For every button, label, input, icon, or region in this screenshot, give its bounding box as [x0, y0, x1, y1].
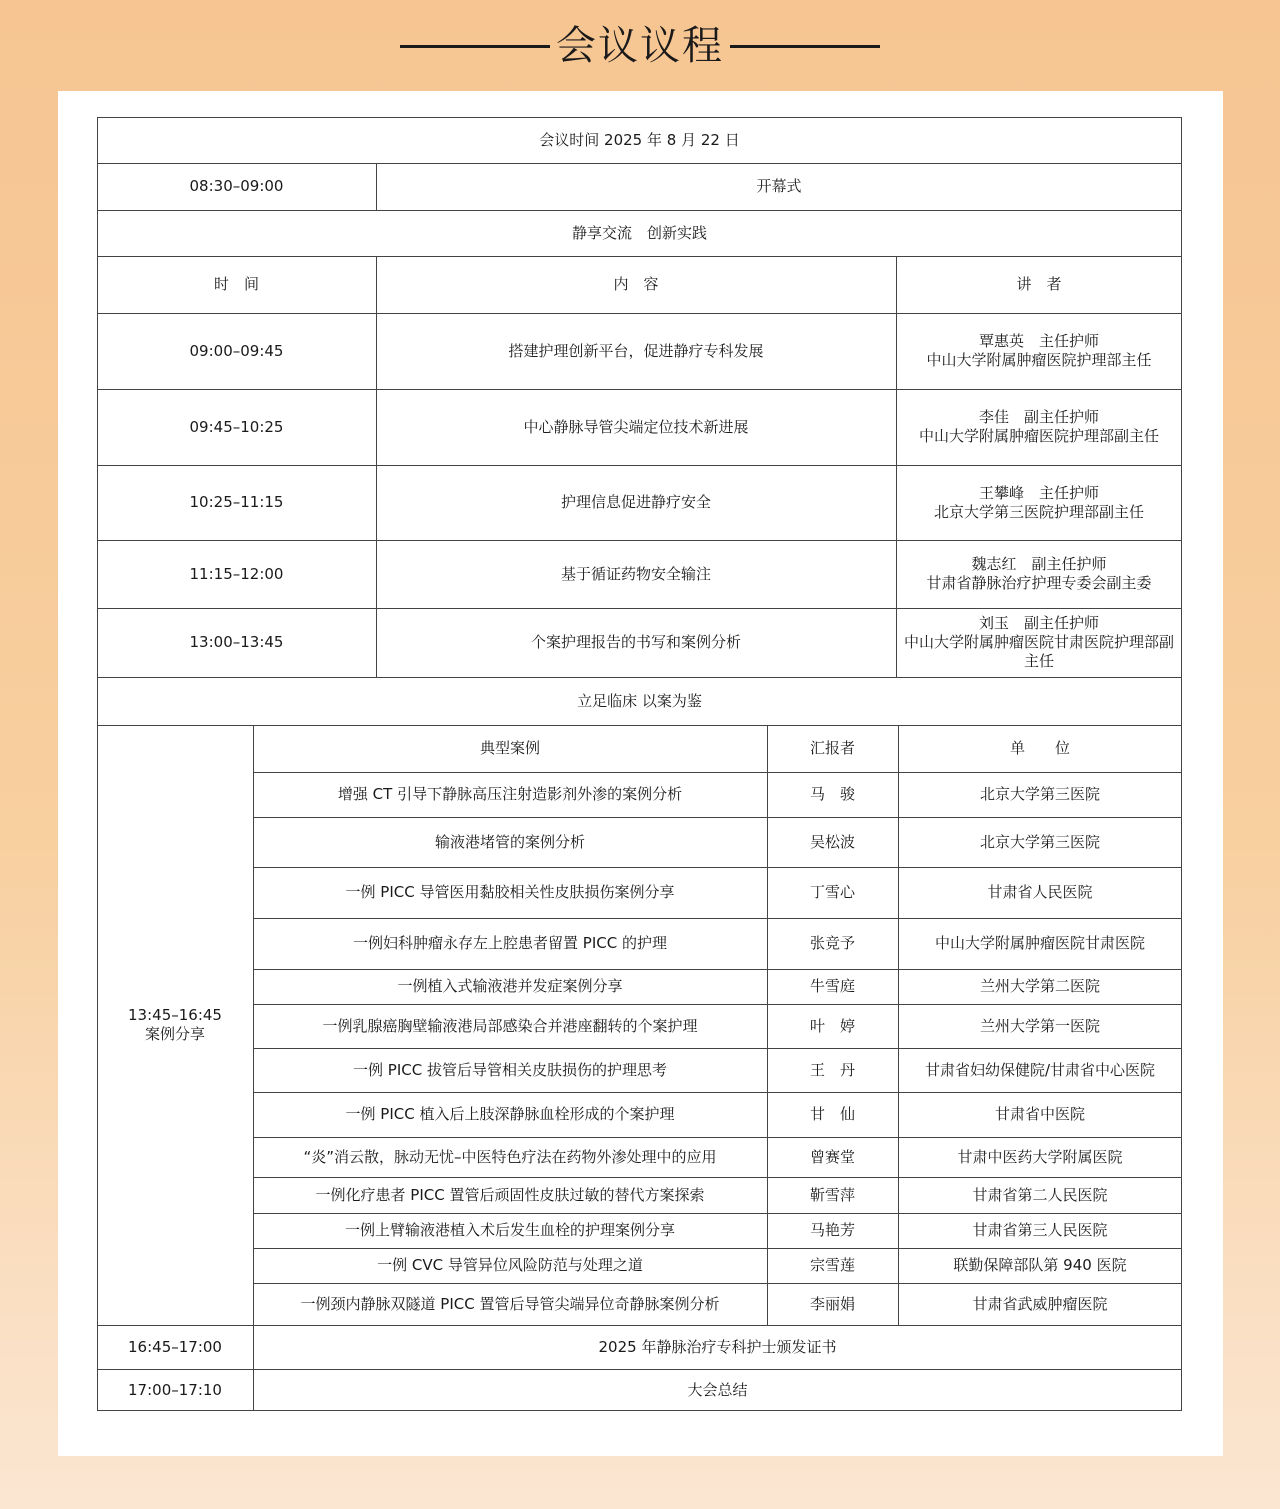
- case-unit: [898, 772, 1182, 817]
- session-speaker: [896, 465, 1182, 540]
- case-title: [253, 1048, 767, 1092]
- header-case-text: 典型案例: [479, 739, 540, 757]
- case-session-time: [97, 725, 253, 1325]
- session-time: [97, 608, 376, 677]
- case-reporter: [767, 1048, 898, 1092]
- case-unit: [898, 1004, 1182, 1048]
- title-line-right: [730, 45, 880, 48]
- case-reporter: [767, 918, 898, 969]
- case-unit-text: 兰州大学第二医院: [979, 977, 1100, 995]
- session-speaker-text: 中山大学附属肿瘤医院护理部副主任: [918, 427, 1159, 445]
- case-title: [253, 918, 767, 969]
- session-speaker: [896, 389, 1182, 465]
- case-reporter-text: 曾赛堂: [809, 1147, 855, 1166]
- case-unit: [898, 1283, 1182, 1325]
- case-title-text: 一例化疗患者 PICC 置管后顽固性皮肤过敏的替代方案探索: [315, 1185, 705, 1204]
- opening-label: [376, 163, 1182, 210]
- case-reporter-text: 叶 婷: [809, 1016, 855, 1035]
- header-unit: [898, 725, 1182, 772]
- header-content: [376, 256, 896, 313]
- session-speaker-text: 魏志红 副主任护师: [971, 555, 1107, 573]
- session-topic-text: 中心静脉导管尖端定位技术新进展: [523, 417, 749, 436]
- case-title-text: 一例乳腺癌胸壁输液港局部感染合并港座翻转的个案护理: [322, 1016, 698, 1035]
- session-time-text: 09:00–09:45: [189, 341, 284, 360]
- section1-title-text: 静享交流 创新实践: [571, 223, 707, 242]
- session-time: [97, 540, 376, 608]
- opening-time: [97, 163, 376, 210]
- session-topic-text: 基于循证药物安全输注: [560, 564, 711, 583]
- case-title-text: 一例植入式输液港并发症案例分享: [397, 977, 623, 995]
- section2-title-text: 立足临床 以案为鉴: [577, 691, 702, 710]
- case-unit-text: 甘肃省中医院: [994, 1105, 1085, 1123]
- session-time: [97, 313, 376, 389]
- case-unit: [898, 1048, 1182, 1092]
- case-unit-text: 甘肃省妇幼保健院/甘肃省中心医院: [924, 1060, 1156, 1079]
- session-topic: [376, 313, 896, 389]
- case-reporter-text: 李丽娟: [809, 1294, 855, 1313]
- session-topic: [376, 389, 896, 465]
- case-reporter: [767, 1248, 898, 1283]
- case-reporter: [767, 1283, 898, 1325]
- case-title: [253, 1283, 767, 1325]
- session-time-text: 13:00–13:45: [189, 633, 284, 651]
- session-topic: [376, 540, 896, 608]
- case-unit-text: 甘肃省第二人民医院: [972, 1185, 1108, 1204]
- session-topic-text: 搭建护理创新平台，促进静疗专科发展: [508, 341, 764, 360]
- case-title: [253, 969, 767, 1004]
- case-reporter-text: 甘 仙: [809, 1105, 855, 1123]
- date-row: [97, 117, 1182, 163]
- session-speaker-text: 中山大学附属肿瘤医院护理部主任: [926, 351, 1152, 369]
- closing-label-text: 2025 年静脉治疗专科护士颁发证书: [598, 1337, 837, 1356]
- session-time-text: 11:15–12:00: [189, 564, 284, 583]
- session-speaker-text: 甘肃省静脉治疗护理专委会副主委: [926, 574, 1152, 592]
- case-title-text: 一例 PICC 导管医用黏胶相关性皮肤损伤案例分享: [345, 883, 675, 901]
- session-speaker-text: 北京大学第三医院护理部副主任: [933, 502, 1144, 521]
- case-reporter-text: 吴松波: [809, 832, 855, 851]
- session-topic-text: 护理信息促进静疗安全: [560, 493, 711, 511]
- case-unit: [898, 918, 1182, 969]
- case-title-text: 输液港堵管的案例分析: [434, 832, 585, 851]
- closing-time-text: 16:45–17:00: [128, 1337, 222, 1356]
- header-speaker: [896, 256, 1182, 313]
- case-title-text: 一例 PICC 拔管后导管相关皮肤损伤的护理思考: [353, 1060, 667, 1079]
- table-rule: [376, 256, 377, 677]
- case-unit-text: 甘肃中医药大学附属医院: [957, 1147, 1123, 1166]
- closing-time-text: 17:00–17:10: [128, 1380, 222, 1399]
- case-reporter: [767, 772, 898, 817]
- closing-time: [97, 1325, 253, 1369]
- case-unit-text: 兰州大学第一医院: [979, 1016, 1100, 1035]
- table-rule: [767, 725, 768, 1325]
- case-title: [253, 1177, 767, 1213]
- page-title: 会议议程: [556, 23, 724, 69]
- session-speaker: [896, 313, 1182, 389]
- case-session-time-text: 案例分享: [144, 1025, 205, 1043]
- header-time: [97, 256, 376, 313]
- case-reporter-text: 靳雪萍: [809, 1185, 855, 1204]
- session-speaker-text: 中山大学附属肿瘤医院甘肃医院护理部副主任: [903, 633, 1174, 670]
- case-unit: [898, 817, 1182, 867]
- session-time-text: 10:25–11:15: [189, 493, 284, 511]
- case-unit-text: 甘肃省第三人民医院: [972, 1221, 1108, 1239]
- session-speaker-text: 王攀峰 主任护师: [978, 483, 1099, 502]
- header: [0, 18, 1280, 74]
- header-case: [253, 725, 767, 772]
- case-unit-text: 联勤保障部队第 940 医院: [953, 1256, 1127, 1274]
- case-reporter-text: 牛雪庭: [809, 977, 855, 995]
- case-reporter: [767, 1004, 898, 1048]
- closing-label: [253, 1325, 1182, 1369]
- case-reporter-text: 王 丹: [809, 1060, 855, 1079]
- header-content-text: 内 容: [613, 275, 659, 293]
- header-unit-text: 单 位: [1009, 739, 1070, 757]
- case-title: [253, 1248, 767, 1283]
- header-reporter-text: 汇报者: [809, 739, 855, 757]
- case-reporter: [767, 1177, 898, 1213]
- closing-label-text: 大会总结: [687, 1380, 748, 1399]
- session-time: [97, 465, 376, 540]
- section2-title: [97, 677, 1182, 725]
- case-reporter-text: 宗雪莲: [809, 1256, 855, 1274]
- case-title: [253, 1213, 767, 1248]
- title-line-left: [400, 45, 550, 48]
- case-reporter: [767, 1213, 898, 1248]
- case-unit-text: 北京大学第三医院: [979, 785, 1100, 803]
- session-topic: [376, 465, 896, 540]
- case-title-text: 一例 PICC 植入后上肢深静脉血栓形成的个案护理: [345, 1105, 675, 1123]
- session-time-text: 09:45–10:25: [189, 417, 284, 436]
- case-unit-text: 北京大学第三医院: [979, 832, 1100, 851]
- case-session-time-text: 13:45–16:45: [128, 1006, 222, 1024]
- case-title: [253, 1137, 767, 1177]
- case-unit: [898, 1092, 1182, 1137]
- session-speaker-text: 李佳 副主任护师: [978, 408, 1099, 426]
- header-speaker-text: 讲 者: [1016, 275, 1062, 293]
- case-unit: [898, 969, 1182, 1004]
- case-reporter-text: 丁雪心: [809, 883, 855, 901]
- case-unit-text: 中山大学附属肿瘤医院甘肃医院: [934, 934, 1145, 952]
- case-reporter: [767, 969, 898, 1004]
- case-title: [253, 772, 767, 817]
- case-title-text: 一例颈内静脉双隧道 PICC 置管后导管尖端异位奇静脉案例分析: [300, 1294, 720, 1313]
- section1-title: [97, 210, 1182, 256]
- case-unit: [898, 867, 1182, 918]
- case-title: [253, 867, 767, 918]
- case-unit-text: 甘肃省人民医院: [987, 883, 1093, 901]
- case-reporter-text: 马 骏: [809, 785, 855, 803]
- session-speaker: [896, 608, 1182, 677]
- session-speaker-text: 覃惠英 主任护师: [978, 332, 1099, 350]
- case-unit: [898, 1248, 1182, 1283]
- session-topic-text: 个案护理报告的书写和案例分析: [530, 633, 741, 651]
- case-reporter: [767, 1137, 898, 1177]
- case-reporter: [767, 1092, 898, 1137]
- case-title: [253, 1004, 767, 1048]
- header-time-text: 时 间: [213, 275, 259, 293]
- closing-label: [253, 1369, 1182, 1411]
- case-unit: [898, 1213, 1182, 1248]
- session-topic: [376, 608, 896, 677]
- closing-time: [97, 1369, 253, 1411]
- case-unit: [898, 1177, 1182, 1213]
- table-rule: [898, 725, 899, 1325]
- case-reporter-text: 马艳芳: [809, 1221, 855, 1239]
- case-title: [253, 817, 767, 867]
- session-speaker: [896, 540, 1182, 608]
- table-rule: [896, 256, 897, 677]
- case-title-text: 一例 CVC 导管异位风险防范与处理之道: [377, 1256, 643, 1274]
- session-speaker-text: 刘玉 副主任护师: [978, 614, 1099, 632]
- date-row-text: 会议时间 2025 年 8 月 22 日: [539, 130, 740, 149]
- case-title-text: “炎”消云散，脉动无忧–中医特色疗法在药物外渗处理中的应用: [303, 1147, 717, 1166]
- table-rule: [376, 163, 377, 210]
- case-reporter-text: 张竞予: [809, 934, 855, 952]
- case-reporter: [767, 867, 898, 918]
- session-time: [97, 389, 376, 465]
- opening-time-text: 08:30–09:00: [189, 177, 284, 195]
- opening-label-text: 开幕式: [756, 177, 802, 195]
- case-unit-text: 甘肃省武威肿瘤医院: [972, 1294, 1108, 1313]
- case-title: [253, 1092, 767, 1137]
- case-title-text: 一例上臂输液港植入术后发生血栓的护理案例分享: [344, 1221, 675, 1239]
- case-title-text: 增强 CT 引导下静脉高压注射造影剂外渗的案例分析: [337, 785, 683, 803]
- header-reporter: [767, 725, 898, 772]
- case-unit: [898, 1137, 1182, 1177]
- case-title-text: 一例妇科肿瘤永存左上腔患者留置 PICC 的护理: [353, 934, 667, 952]
- case-reporter: [767, 817, 898, 867]
